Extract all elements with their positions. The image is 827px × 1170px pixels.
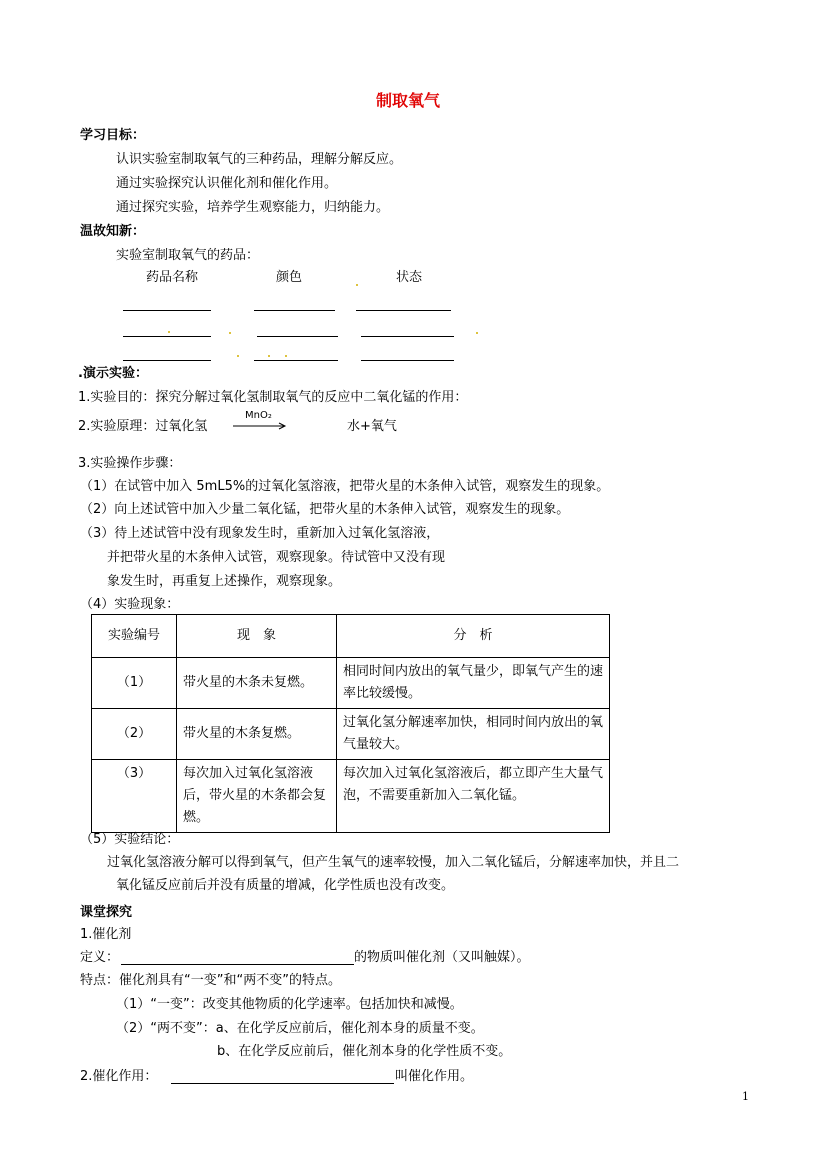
table-header-cell: 分 析	[337, 615, 610, 658]
speck	[268, 355, 270, 357]
review-heading: 温故知新：	[80, 224, 146, 239]
column-label-name: 药品名称	[146, 270, 199, 285]
table-cell-analysis: 每次加入过氧化氢溶液后，都立即产生大量气泡，不需要重新加入二氧化锰。	[337, 760, 610, 833]
explore-heading: 课堂探究	[80, 905, 133, 920]
observation-heading: （4）实验现象：	[80, 597, 180, 612]
step-text: （2）向上述试管中加入少量二氧化锰，把带火星的木条伸入试管，观察发生的现象。	[80, 502, 570, 517]
blank-line	[356, 310, 451, 311]
table-cell-id: （2）	[92, 709, 177, 760]
table-header-cell: 实验编号	[92, 615, 177, 658]
catalysis-suffix: 叫催化作用。	[395, 1069, 474, 1084]
speck	[168, 331, 170, 333]
catalysis-label: 2.催化作用：	[80, 1069, 158, 1084]
demo-heading: .演示实验：	[78, 366, 148, 381]
speck	[237, 355, 239, 357]
catalyst-label: MnO₂	[245, 410, 272, 421]
definition-suffix: 的物质叫催化剂（又叫触媒）。	[354, 950, 530, 965]
conclusion-text: 氧化锰反应前后并没有质量的增减，化学性质也没有改变。	[116, 878, 455, 893]
step-text: （3）待上述试管中没有现象发生时，重新加入过氧化氢溶液，	[80, 526, 440, 541]
catalyst-heading: 1.催化剂	[80, 927, 132, 942]
speck	[476, 332, 478, 334]
feature-text: 特点：催化剂具有“一变”和“两不变”的特点。	[80, 973, 341, 988]
conclusion-heading: （5）实验结论：	[80, 832, 180, 847]
review-intro: 实验室制取氧气的药品：	[116, 248, 260, 263]
table-cell-id: （3）	[92, 760, 177, 833]
table-header-cell: 现 象	[177, 615, 337, 658]
column-label-state: 状态	[396, 270, 423, 285]
blank-line	[257, 336, 338, 337]
step-text: 象发生时，再重复上述操作，观察现象。	[107, 574, 342, 589]
speck	[285, 355, 287, 357]
objectives-heading: 学习目标：	[80, 128, 146, 143]
conclusion-text: 过氧化氢溶液分解可以得到氧气，但产生氧气的速率较慢，加入二氧化锰后，分解速率加快，并且二	[107, 855, 680, 870]
table-header-row	[92, 615, 610, 658]
blank-line	[361, 336, 454, 337]
step-text: （1）在试管中加入 5mL5%的过氧化氢溶液，把带火星的木条伸入试管，观察发生的现象。	[80, 479, 610, 494]
table-cell-id: （1）	[92, 658, 177, 709]
table-cell-analysis: 相同时间内放出的氧气量少，即氧气产生的速率比较缓慢。	[337, 658, 610, 709]
blank-line	[123, 336, 211, 337]
speck	[356, 284, 358, 286]
reaction-arrow-icon	[233, 422, 289, 430]
definition-label: 定义：	[80, 950, 120, 965]
experiment-purpose: 1.实验目的：探究分解过氧化氢制取氧气的反应中二氧化锰的作用：	[78, 390, 468, 405]
feature-item: （2）“两不变”：a、在化学反应前后，催化剂本身的质量不变。	[116, 1021, 484, 1036]
experiment-principle: 2.实验原理：过氧化氢	[78, 419, 208, 434]
page-number: 1	[742, 1090, 749, 1103]
speck	[229, 332, 231, 334]
observation-table	[91, 614, 610, 833]
table-cell-phenomenon: 每次加入过氧化氢溶液后，带火星的木条都会复燃。	[177, 760, 337, 833]
column-label-color: 颜色	[276, 270, 303, 285]
blank-line	[361, 360, 454, 361]
table-cell-phenomenon: 带火星的木条未复燃。	[177, 658, 337, 709]
steps-heading: 3.实验操作步骤：	[78, 456, 182, 471]
definition-blank	[121, 964, 354, 965]
feature-item: （1）“一变”：改变其他物质的化学速率。包括加快和减慢。	[116, 997, 463, 1012]
reaction-products: 水+氧气	[347, 419, 397, 434]
blank-line	[254, 360, 338, 361]
catalysis-blank	[171, 1083, 394, 1084]
table-row	[92, 658, 610, 709]
table-cell-phenomenon: 带火星的木条复燃。	[177, 709, 337, 760]
table-row	[92, 760, 610, 833]
step-text: 并把带火星的木条伸入试管，观察现象。待试管中又没有现	[107, 550, 446, 565]
table-cell-analysis: 过氧化氢分解速率加快，相同时间内放出的氧气量较大。	[337, 709, 610, 760]
objective-item: 通过探究实验，培养学生观察能力，归纳能力。	[116, 200, 390, 215]
feature-item: b、在化学反应前后，催化剂本身的化学性质不变。	[217, 1044, 512, 1059]
blank-line	[123, 310, 211, 311]
blank-line	[254, 310, 335, 311]
table-row	[92, 709, 610, 760]
blank-line	[123, 360, 211, 361]
objective-item: 通过实验探究认识催化剂和催化作用。	[116, 176, 338, 191]
objective-item: 认识实验室制取氧气的三种药品，理解分解反应。	[116, 152, 403, 167]
page-title: 制取氧气	[376, 91, 441, 110]
